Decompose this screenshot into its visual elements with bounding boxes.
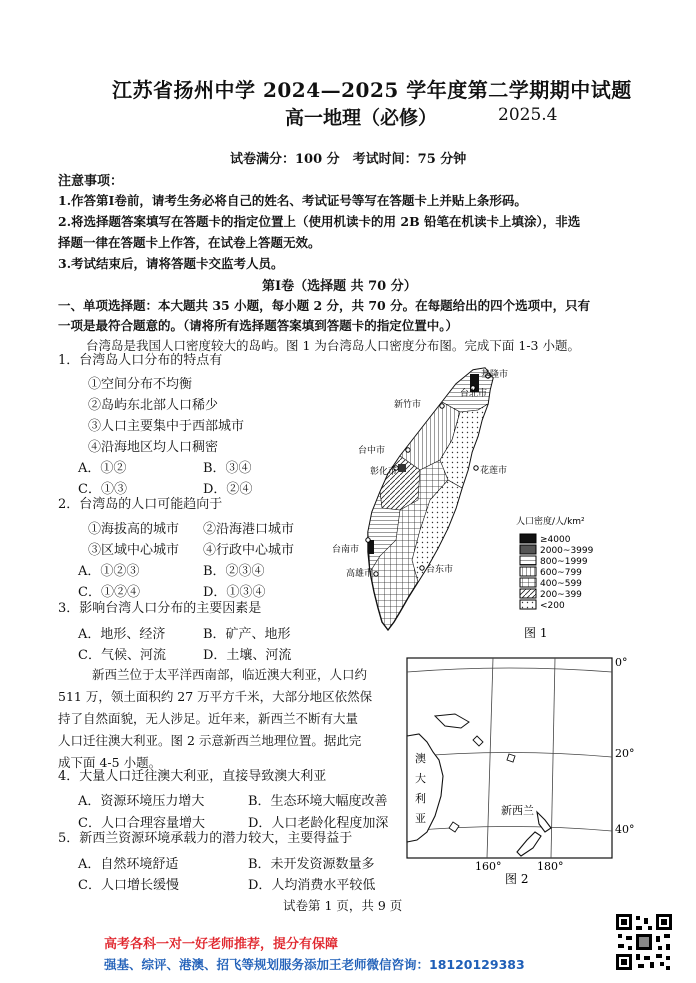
- q5-option-d: D．人均消费水平较低: [248, 878, 376, 893]
- q2-option-a: A．①②③: [78, 564, 140, 579]
- q1-statement-4: ④沿海地区均人口稠密: [88, 440, 219, 455]
- legend-swatch-5: [520, 578, 536, 587]
- legend-swatch-2: [520, 545, 536, 554]
- footer-line-2: 强基、综评、港澳、招飞等规划服务添加王老师微信咨询：18120129383: [104, 957, 525, 972]
- exam-title: 江苏省扬州中学 2024—2025 学年度第二学期期中试题: [112, 78, 632, 102]
- lon-180-label: 180°: [537, 860, 564, 873]
- australia-label-1: 澳: [415, 752, 426, 765]
- notice-item-2b: 择题一律在答题卡上作答，在试卷上答题无效。: [58, 235, 321, 250]
- q1-option-b: B．③④: [203, 461, 252, 476]
- notice-item-1: 1.作答第Ⅰ卷前，请考生务必将自己的姓名、考试证号等写在答题卡上并贴上条形码。: [58, 193, 527, 208]
- q2-statement-3: ③区域中心城市: [88, 543, 180, 558]
- legend-label-7: <200: [540, 601, 565, 611]
- q5-stem: 5．新西兰资源环境承载力的潜力较大，主要得益于: [58, 831, 353, 846]
- passage-2-line-4: 人口迁往澳大利亚。图 2 示意新西兰地理位置。据此完: [58, 733, 362, 748]
- australia-label-4: 亚: [415, 812, 426, 825]
- q1-option-d: D．②④: [203, 482, 253, 497]
- q1-statement-3: ③人口主要集中于西部城市: [88, 419, 245, 434]
- q3-option-d: D．土壤、河流: [203, 648, 292, 663]
- taitung-marker: [420, 566, 424, 570]
- changhua-label: 彰化市: [370, 467, 398, 477]
- q1-statement-1: ①空间分布不均衡: [88, 377, 193, 392]
- q4-stem: 4．大量人口迁往澳大利亚，直接导致澳大利亚: [58, 769, 327, 784]
- keelung-label: 基隆市: [481, 370, 509, 380]
- section-heading: 第Ⅰ卷（选择题 共 70 分）: [262, 279, 417, 294]
- q4-option-b: B．生态环境大幅度改善: [248, 794, 388, 809]
- figure-2-caption: 图 2: [505, 872, 529, 886]
- section-intro-a: 一、单项选择题：本大题共 35 小题，每小题 2 分，共 70 分。在每题给出的四个选项中，只有: [58, 298, 591, 313]
- legend-label-5: 400~599: [540, 579, 582, 589]
- section-intro-b: 一项是最符合题意的。（请将所有选择题答案填到答题卡的指定位置中。）: [58, 318, 459, 333]
- legend-label-2: 2000~3999: [540, 546, 594, 556]
- lat-20-label: 20°: [615, 747, 635, 760]
- q5-option-b: B．未开发资源数量多: [248, 857, 375, 872]
- q2-statement-1: ①海拔高的城市: [88, 522, 180, 537]
- hsinchu-label: 新竹市: [394, 400, 422, 410]
- legend: [520, 534, 594, 611]
- hualien-label: 花莲市: [480, 466, 508, 476]
- taichung-label: 台中市: [358, 446, 386, 456]
- passage-2-line-5: 成下面 4-5 小题。: [58, 755, 162, 770]
- notice-item-3: 3.考试结束后，请将答题卡交监考人员。: [58, 256, 284, 271]
- q2-stem: 2．台湾岛的人口可能趋向于: [58, 497, 223, 512]
- legend-swatch-6: [520, 589, 536, 598]
- figure-1-caption: 图 1: [524, 626, 548, 640]
- lat-0-label: 0°: [615, 656, 628, 669]
- legend-label-3: 800~1999: [540, 557, 588, 567]
- hsinchu-marker: [440, 404, 444, 408]
- notice-heading: 注意事项：: [58, 174, 124, 189]
- passage-2-line-3: 持了自然面貌，无人涉足。近年来，新西兰不断有大量: [58, 711, 359, 726]
- legend-swatch-1: [520, 534, 536, 543]
- score-info: 试卷满分：100 分 考试时间：75 分钟: [230, 152, 467, 167]
- legend-swatch-7: [520, 600, 536, 609]
- q3-option-b: B．矿产、地形: [203, 627, 291, 642]
- q3-stem: 3．影响台湾人口分布的主要因素是: [58, 601, 262, 616]
- taichung-core: [398, 464, 406, 472]
- legend-swatch-3: [520, 556, 536, 565]
- q3-option-a: A．地形、经济: [78, 627, 166, 642]
- q5-option-a: A．自然环境舒适: [78, 857, 179, 872]
- q1-option-c: C．①③: [78, 482, 127, 497]
- exam-date: 2025.4: [498, 105, 558, 125]
- passage-2-line-2: 511 万，领土面积约 27 万平方千米，大部分地区依然保: [58, 689, 373, 704]
- q4-option-d: D．人口老龄化程度加深: [248, 816, 389, 831]
- taipei-label: 台北市: [460, 389, 488, 399]
- australia-label-3: 利: [415, 792, 426, 805]
- lat-40-label: 40°: [615, 823, 635, 836]
- q1-stem: 1．台湾岛人口分布的特点有: [58, 353, 223, 368]
- figure-2-nz-map: [405, 656, 641, 886]
- kaohsiung-marker: [374, 572, 378, 576]
- footer-line-1: 高考各科一对一好老师推荐，提分有保障: [104, 937, 339, 952]
- notice-item-2a: 2.将选择题答案填写在答题卡的指定位置上（使用机读卡的用 2B 铅笔在机读卡上填涂），非选: [58, 214, 581, 229]
- legend-label-1: ≥4000: [540, 535, 571, 545]
- q4-option-c: C．人口合理容量增大: [78, 816, 205, 831]
- australia-label-2: 大: [415, 772, 426, 785]
- legend-label-4: 600~799: [540, 568, 582, 578]
- q3-option-c: C．气候、河流: [78, 648, 166, 663]
- q2-option-c: C．①②④: [78, 585, 140, 600]
- island-2: [507, 754, 515, 762]
- q2-statement-2: ②沿海港口城市: [203, 522, 295, 537]
- q4-option-a: A．资源环境压力增大: [78, 794, 205, 809]
- passage-1: 台湾岛是我国人口密度较大的岛屿。图 1 为台湾岛人口密度分布图。完成下面 1-3 小题。: [86, 338, 580, 353]
- taichung-marker: [406, 448, 410, 452]
- q1-option-a: A．①②: [78, 461, 127, 476]
- passage-2-line-1: 新西兰位于太平洋西南部，临近澳大利亚，人口约: [92, 667, 368, 682]
- q2-statement-4: ④行政中心城市: [203, 543, 295, 558]
- hualien-marker: [474, 466, 478, 470]
- q5-option-c: C．人口增长缓慢: [78, 878, 179, 893]
- page-number: 试卷第 1 页，共 9 页: [283, 898, 403, 913]
- nz-label: 新西兰: [501, 804, 534, 817]
- q2-option-d: D．①③④: [203, 585, 266, 600]
- kaohsiung-label: 高雄市: [346, 569, 374, 579]
- legend-title: 人口密度/人/km²: [516, 517, 585, 527]
- legend-swatch-4: [520, 567, 536, 576]
- tainan-label: 台南市: [332, 545, 360, 555]
- tainan-marker: [366, 538, 370, 542]
- lon-160-label: 160°: [475, 860, 502, 873]
- exam-subtitle: 高一地理（必修）: [285, 107, 438, 129]
- qr-code: [614, 912, 674, 972]
- q1-statement-2: ②岛屿东北部人口稀少: [88, 398, 219, 413]
- q2-option-b: B．②③④: [203, 564, 265, 579]
- figure-1-taiwan-map: [330, 360, 622, 650]
- legend-label-6: 200~399: [540, 590, 582, 600]
- taitung-label: 台东市: [426, 565, 454, 575]
